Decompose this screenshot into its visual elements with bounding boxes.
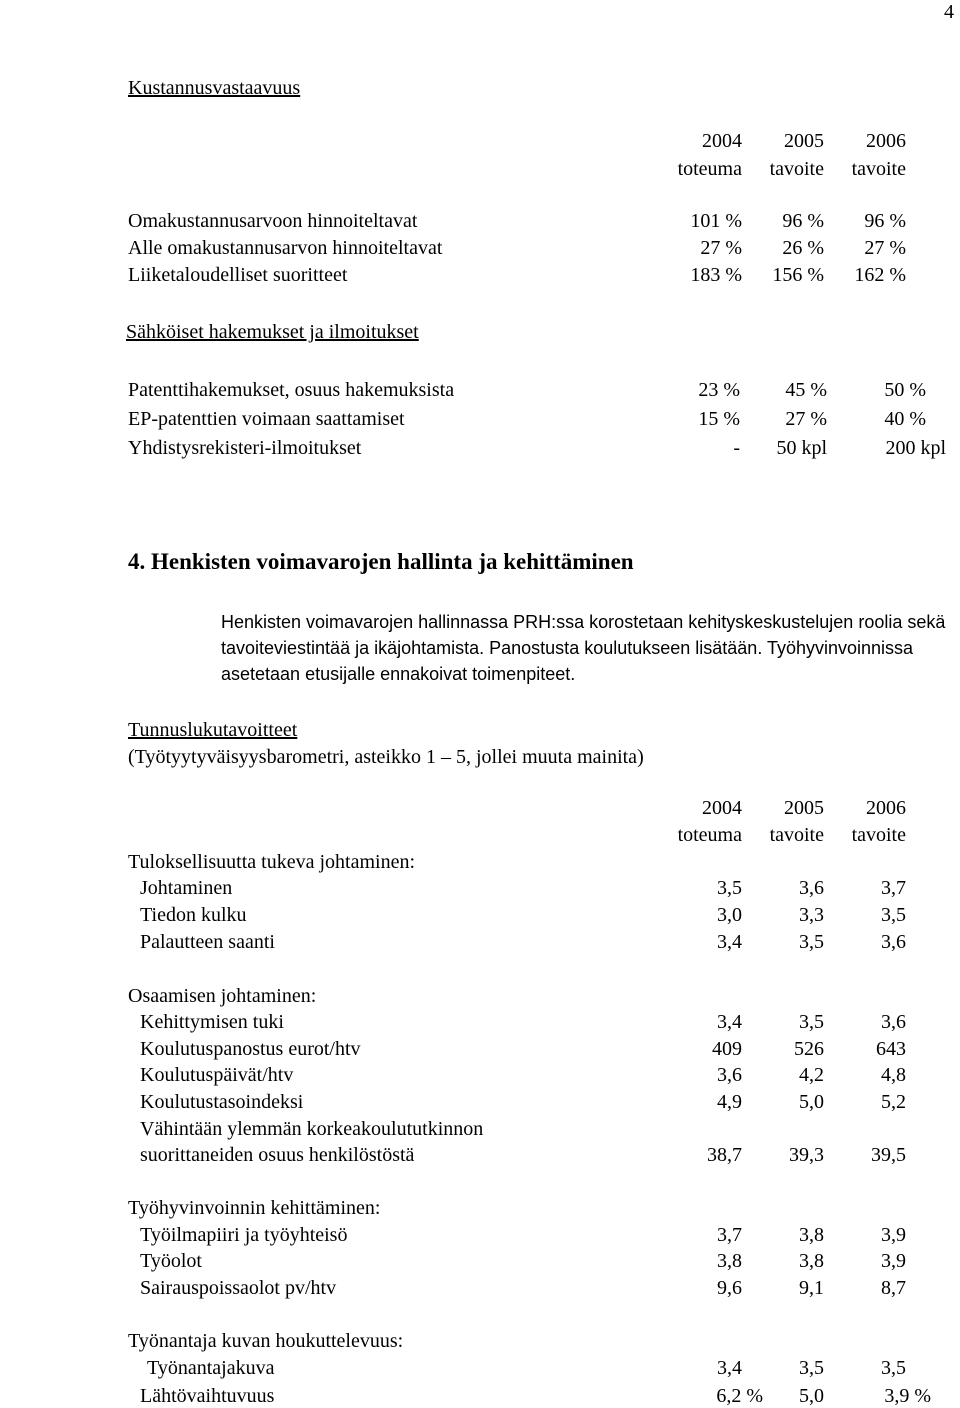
cost-row-value: 162 %: [854, 264, 906, 286]
kpi-row-value: 3,5: [799, 1011, 824, 1033]
kpi-row-value: 3,7: [881, 877, 906, 899]
kpi-row-value: 3,9: [881, 1250, 906, 1272]
cost-header-kind-1: toteuma: [677, 158, 742, 180]
kpi-row-value: 3,8: [799, 1250, 824, 1272]
electronic-row-value: 15 %: [698, 408, 740, 430]
kpi-header-year-2: 2005: [784, 797, 824, 819]
kpi-row-label: Sairauspoissaolot pv/htv: [140, 1277, 337, 1299]
electronic-row-value: -: [733, 437, 740, 459]
kpi-row-value: 3,0: [717, 904, 742, 926]
kpi-row-value: 5,0: [799, 1091, 824, 1113]
kpi-row-value: 6,2 %: [716, 1385, 763, 1407]
electronic-row-label: Patenttihakemukset, osuus hakemuksista: [128, 379, 455, 401]
kpi-row-value: 526: [794, 1038, 824, 1060]
kpi-row-value: 9,1: [799, 1277, 824, 1299]
kpi-row-value: 3,5: [881, 904, 906, 926]
kpi-row-value: 4,2: [799, 1064, 824, 1086]
cost-header-year-2: 2005: [784, 130, 824, 152]
kpi-row-value: 4,8: [881, 1064, 906, 1086]
kpi-row-value: 4,9: [717, 1091, 742, 1113]
kpi-row-label: Johtaminen: [140, 877, 233, 899]
cost-row-label: Liiketaloudelliset suoritteet: [128, 264, 348, 286]
cost-row-value: 183 %: [690, 264, 742, 286]
kpi-row-value: 3,5: [799, 931, 824, 953]
section-paragraph: Henkisten voimavarojen hallinnassa PRH:ssa korostetaan kehityskeskustelujen roolia sekä tavoiteviestintää ja ikäjohtamista. Panostusta koulutukseen lisätään. Työhyvinvoinnissa asetetaan etusijalle ennakoivat toimenpiteet.: [221, 612, 946, 684]
kpi-group-title: Tuloksellisuutta tukeva johtaminen:: [128, 851, 416, 873]
kpi-row-value: 3,4: [717, 931, 742, 953]
kpi-row-value: 9,6: [717, 1277, 742, 1299]
kpi-row-value: 3,6: [881, 931, 906, 953]
kpi-row-label: Palautteen saanti: [140, 931, 275, 953]
cost-header-kind-2: tavoite: [769, 158, 824, 180]
cost-row-label: Omakustannusarvoon hinnoiteltavat: [128, 210, 418, 232]
kpi-row-value: 3,5: [717, 877, 742, 899]
kpi-row-value: 8,7: [881, 1277, 906, 1299]
kpi-row-value: 3,6: [881, 1011, 906, 1033]
page-number: 4: [944, 1, 954, 23]
electronic-row-value: 23 %: [698, 379, 740, 401]
cost-row-value: 27 %: [864, 237, 906, 259]
kpi-row-value: 3,5: [881, 1357, 906, 1379]
kpi-row-value: 643: [876, 1038, 906, 1060]
kpi-row-value: 3,6: [799, 877, 824, 899]
kpi-group-title: Työhyvinvoinnin kehittäminen:: [128, 1197, 381, 1219]
kpi-row-value: 409: [712, 1038, 742, 1060]
kpi-row-value: 39,3: [789, 1144, 824, 1166]
kpi-row-label: Työilmapiiri ja työyhteisö: [140, 1224, 348, 1246]
kpi-row-label: Koulutustasoindeksi: [140, 1091, 304, 1113]
electronic-row-value: 40 %: [884, 408, 926, 430]
kpi-row-value: 3,7: [717, 1224, 742, 1246]
kpi-row-label: Työolot: [140, 1250, 202, 1272]
kpi-row-label: Koulutuspäivät/htv: [140, 1064, 294, 1086]
kpi-header-kind-1: toteuma: [677, 824, 742, 846]
section-heading: 4. Henkisten voimavarojen hallinta ja kehittäminen: [128, 549, 634, 574]
electronic-row-value: 50 kpl: [776, 437, 827, 459]
electronic-row-value: 50 %: [884, 379, 926, 401]
kpi-header-kind-2: tavoite: [769, 824, 824, 846]
kpi-row-value: 3,4: [717, 1011, 742, 1033]
kpi-row-label: Kehittymisen tuki: [140, 1011, 284, 1033]
kpi-row-label: Koulutuspanostus eurot/htv: [140, 1038, 361, 1060]
kpi-row-value: 5,2: [881, 1091, 906, 1113]
kpi-row-value: 5,0: [799, 1385, 824, 1407]
cost-row-value: 96 %: [864, 210, 906, 232]
electronic-row-label: EP-patenttien voimaan saattamiset: [128, 408, 405, 430]
cost-row-value: 156 %: [772, 264, 824, 286]
cost-row-value: 26 %: [782, 237, 824, 259]
kpi-row-label: Työnantajakuva: [147, 1357, 275, 1379]
kpi-group-title: Osaamisen johtaminen:: [128, 985, 317, 1007]
kpi-row-value: 3,5: [799, 1357, 824, 1379]
cost-row-value: 101 %: [690, 210, 742, 232]
cost-header-year-3: 2006: [866, 130, 906, 152]
cost-section-title: Kustannusvastaavuus: [128, 77, 301, 99]
kpi-row-value: 3,9: [881, 1224, 906, 1246]
electronic-row-value: 200 kpl: [885, 437, 946, 459]
kpi-row-value: 3,8: [717, 1250, 742, 1272]
kpi-title: Tunnuslukutavoitteet: [128, 719, 298, 741]
kpi-row-label: Tiedon kulku: [140, 904, 247, 926]
kpi-group-title: Työnantaja kuvan houkuttelevuus:: [128, 1330, 404, 1352]
electronic-row-value: 45 %: [785, 379, 827, 401]
kpi-row-value: 3,6: [717, 1064, 742, 1086]
kpi-row-label: suorittaneiden osuus henkilöstöstä: [140, 1144, 415, 1166]
kpi-row-value: 3,4: [717, 1357, 742, 1379]
cost-header-kind-3: tavoite: [851, 158, 906, 180]
kpi-header-kind-3: tavoite: [851, 824, 906, 846]
kpi-row-value: 39,5: [871, 1144, 906, 1166]
cost-row-value: 27 %: [700, 237, 742, 259]
kpi-row-label: Vähintään ylemmän korkeakoulututkinnon: [140, 1118, 484, 1140]
electronic-section-title: Sähköiset hakemukset ja ilmoitukset: [126, 321, 419, 343]
kpi-row-label: Lähtövaihtuvuus: [140, 1385, 275, 1407]
kpi-row-value: 38,7: [707, 1144, 742, 1166]
electronic-row-label: Yhdistysrekisteri-ilmoitukset: [128, 437, 362, 459]
kpi-subtitle: (Työtyytyväisyysbarometri, asteikko 1 – 5, jollei muuta mainita): [128, 746, 644, 768]
electronic-row-value: 27 %: [785, 408, 827, 430]
kpi-row-value: 3,3: [799, 904, 824, 926]
cost-row-label: Alle omakustannusarvon hinnoiteltavat: [128, 237, 443, 259]
kpi-row-value: 3,8: [799, 1224, 824, 1246]
kpi-row-value: 3,9 %: [884, 1385, 931, 1407]
kpi-header-year-3: 2006: [866, 797, 906, 819]
cost-row-value: 96 %: [782, 210, 824, 232]
cost-header-year-1: 2004: [702, 130, 742, 152]
kpi-header-year-1: 2004: [702, 797, 742, 819]
